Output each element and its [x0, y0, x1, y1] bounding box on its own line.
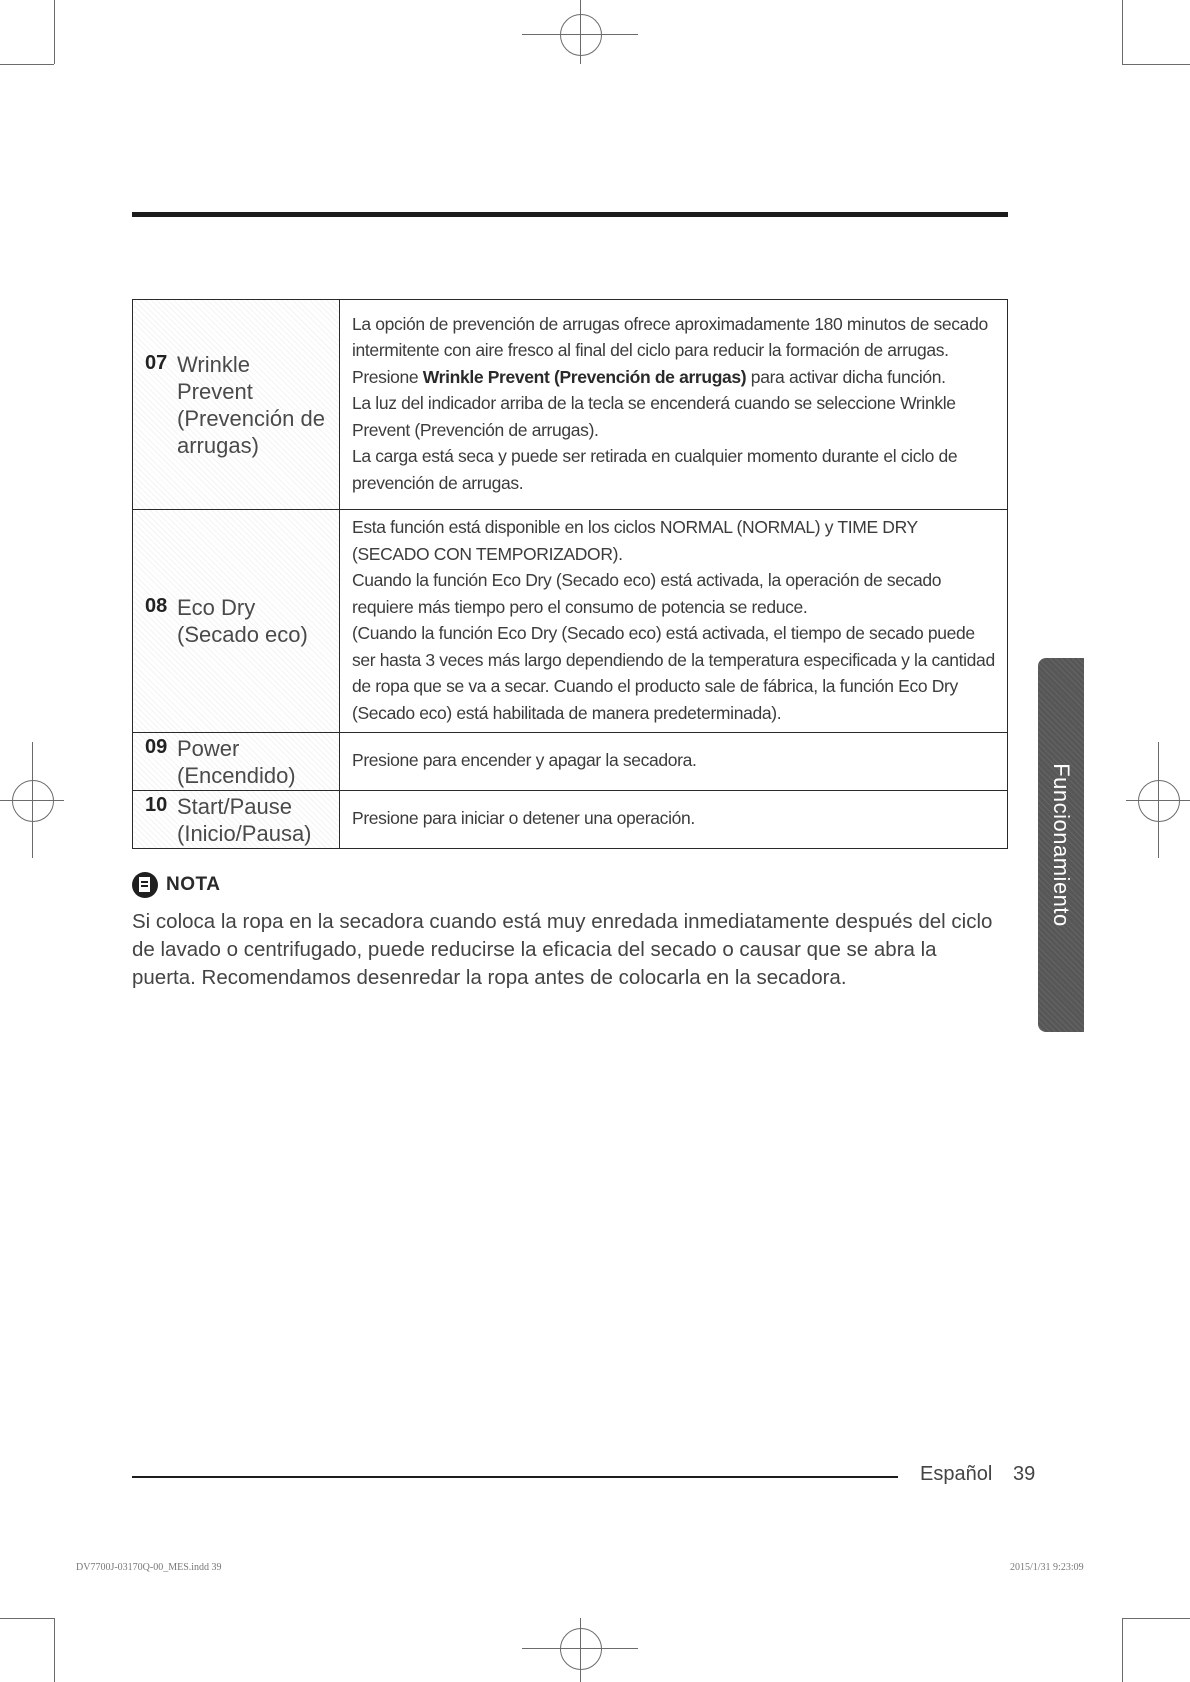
footer-rule [132, 1476, 898, 1478]
crop-mark [1122, 1618, 1123, 1682]
registration-circle [560, 14, 602, 56]
description-paragraph: Cuando la función Eco Dry (Secado eco) está activada, la operación de secado requiere más tiempo pero el consumo de potencia se reduce. [352, 570, 942, 617]
crop-mark [0, 64, 54, 65]
registration-circle [12, 780, 54, 822]
table-row [133, 733, 1008, 791]
registration-circle [560, 1628, 602, 1670]
note-document-icon [132, 872, 158, 898]
table-row [133, 510, 1008, 733]
print-timestamp: 2015/1/31 9:23:09 [1010, 1562, 1084, 1573]
feature-name: Eco Dry (Secado eco) [177, 595, 308, 647]
crop-mark [1122, 0, 1123, 64]
feature-description [340, 791, 1008, 849]
feature-name: Wrinkle Prevent (Prevención de arrugas) [177, 351, 325, 458]
section-side-tab [1038, 658, 1084, 1032]
feature-table [132, 299, 1008, 849]
top-rule [132, 212, 1008, 217]
footer-language: Español [920, 1463, 993, 1485]
page-number: 39 [1013, 1463, 1036, 1485]
description-paragraph: Esta función está disponible en los ciclos NORMAL (NORMAL) y TIME DRY (SECADO CON TEMPORIZADOR). [352, 517, 918, 564]
section-tab-label: Funcionamiento [1049, 763, 1074, 927]
crop-mark [1122, 64, 1190, 65]
feature-label-cell [133, 791, 340, 849]
description-paragraph: Presione para encender y apagar la secadora. [352, 750, 697, 771]
note-heading [132, 872, 220, 898]
feature-description [340, 510, 1008, 733]
feature-label-cell [133, 300, 340, 510]
feature-number: 07 [145, 351, 168, 374]
registration-circle [1138, 780, 1180, 822]
crop-mark [0, 1618, 54, 1619]
note-label: NOTA [166, 874, 221, 895]
feature-description [340, 733, 1008, 791]
crop-mark [54, 0, 55, 64]
feature-name: Start/Pause (Inicio/Pausa) [177, 793, 312, 846]
feature-label-cell [133, 733, 340, 791]
feature-number: 09 [145, 735, 168, 758]
file-slug: DV7700J-03170Q-00_MES.indd 39 [76, 1562, 222, 1573]
table-row [133, 791, 1008, 849]
feature-number: 08 [145, 595, 168, 617]
description-paragraph: La opción de prevención de arrugas ofrece aproximadamente 180 minutos de secado intermitente con aire fresco al final del ciclo para reducir la formación de arrugas. Presione Wrinkle Prevent (Prevención de arrugas) para activar dicha función. [352, 313, 988, 387]
description-paragraph: Presione para iniciar o detener una operación. [352, 808, 695, 829]
crop-mark [1122, 1618, 1190, 1619]
feature-description [340, 300, 1008, 510]
feature-label-cell [133, 510, 340, 733]
feature-number: 10 [145, 793, 168, 816]
feature-name: Power (Encendido) [177, 735, 296, 788]
crop-mark [54, 1618, 55, 1682]
description-paragraph: (Cuando la función Eco Dry (Secado eco) está activada, el tiempo de secado puede ser hasta 3 veces más largo dependiendo de la temperatura especificada y la cantidad de ropa que se va a secar. Cuando el producto sale de fábrica, la función Eco Dry (Secado eco) está habilitada de manera predeterminada). [352, 623, 995, 723]
description-paragraph: La carga está seca y puede ser retirada en cualquier momento durante el ciclo de prevención de arrugas. [352, 446, 958, 493]
note-text: Si coloca la ropa en la secadora cuando está muy enredada inmediatamente después del ciclo de lavado o centrifugado, puede reducirse la eficacia del secado o causar que se abra la puerta. Recomendamos desenredar la ropa antes de colocarla en la secadora. [132, 910, 993, 989]
table-row [133, 300, 1008, 510]
description-paragraph: La luz del indicador arriba de la tecla se encenderá cuando se seleccione Wrinkle Prevent (Prevención de arrugas). [352, 393, 956, 440]
